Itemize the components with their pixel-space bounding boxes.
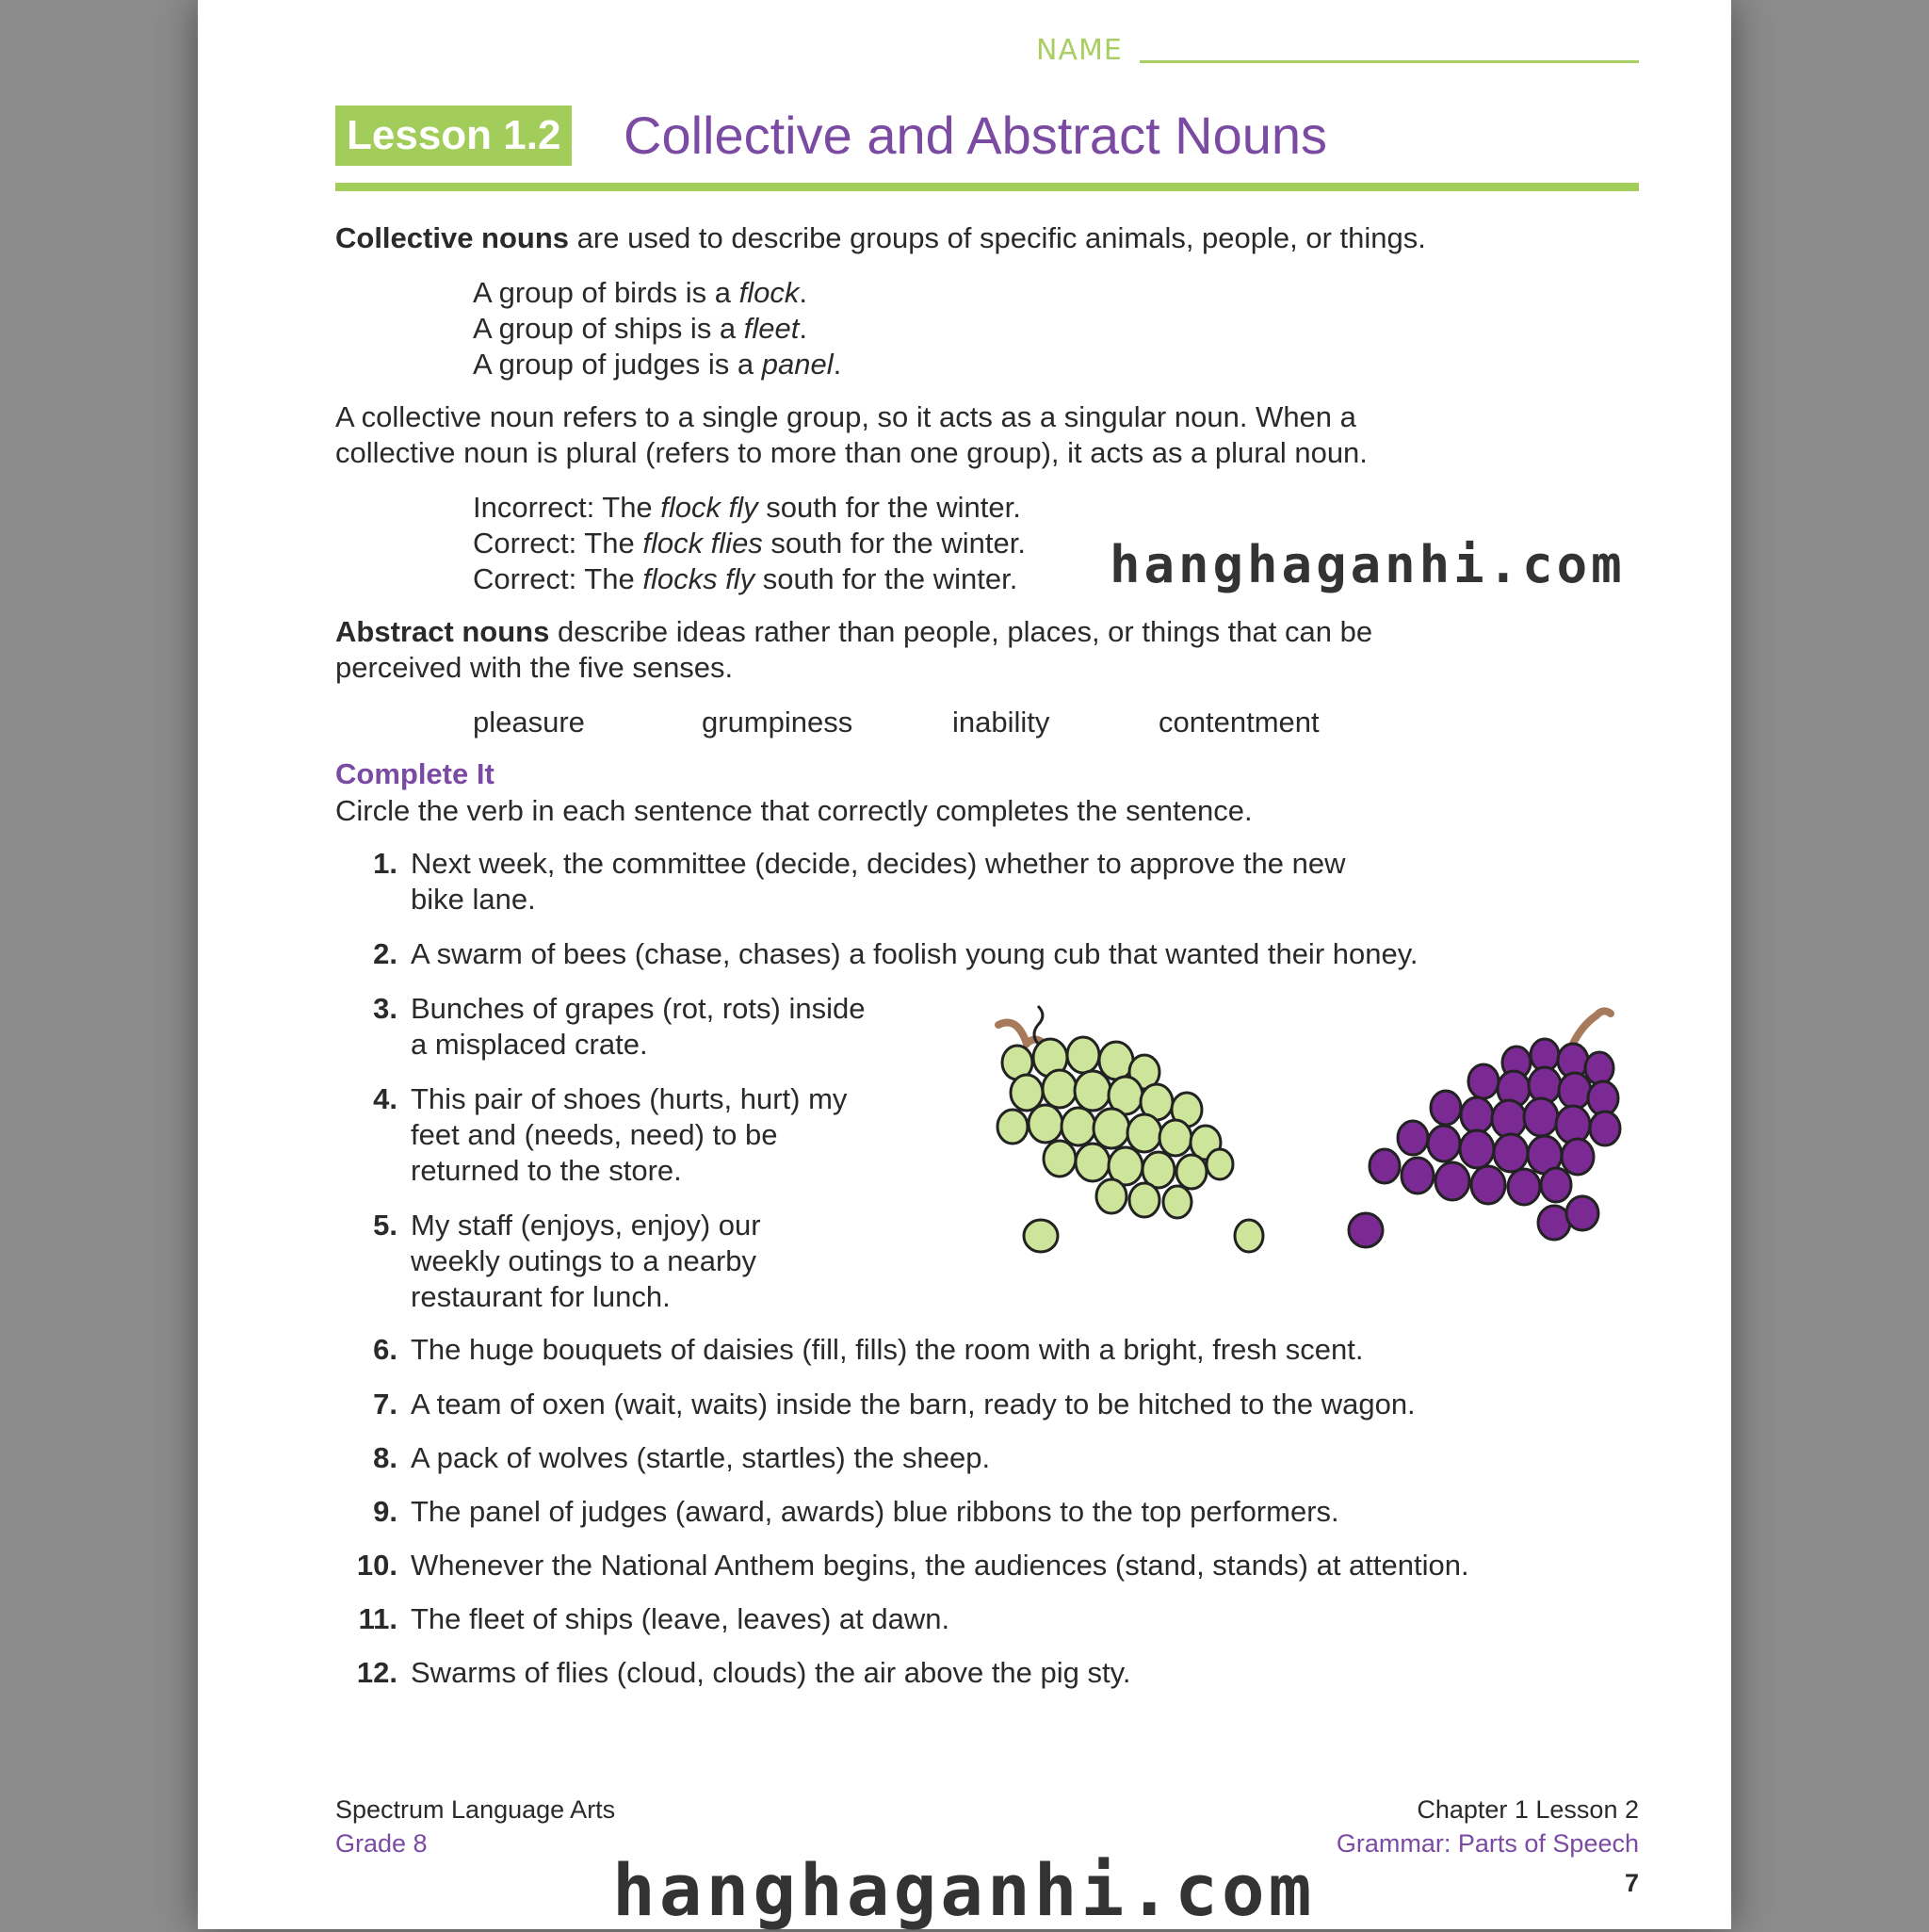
- item-text: A swarm of bees (chase, chases) a foolish young cub that wanted their honey.: [411, 937, 1418, 970]
- abstract-example: grumpiness: [702, 706, 853, 739]
- lesson-badge: Lesson 1.2: [335, 106, 572, 166]
- example-punct: .: [799, 276, 807, 309]
- usage-italic: flock flies: [642, 527, 763, 560]
- item-text: Next week, the committee (decide, decides) whether to approve the new: [411, 847, 1346, 880]
- exercise-item[interactable]: [373, 1208, 938, 1315]
- item-number: 6.: [373, 1333, 397, 1366]
- item-number: 11.: [358, 1602, 397, 1635]
- usage-rest: south for the winter.: [754, 562, 1018, 595]
- example-line: [473, 347, 841, 382]
- usage-label: Correct: The: [473, 562, 643, 595]
- example-punct: .: [833, 348, 842, 381]
- exercise-item[interactable]: [373, 846, 1635, 917]
- example-text: A group of judges is a: [473, 348, 762, 381]
- example-word: flock: [738, 276, 800, 309]
- item-text: weekly outings to a nearby: [411, 1244, 757, 1277]
- exercise-item[interactable]: [373, 1081, 938, 1189]
- example-word: fleet: [743, 312, 800, 345]
- item-number: 5.: [373, 1209, 397, 1242]
- abstract-example: inability: [952, 706, 1050, 739]
- usage-italic: flocks fly: [642, 562, 755, 595]
- item-text: a misplaced crate.: [411, 1028, 648, 1061]
- item-text: restaurant for lunch.: [411, 1280, 671, 1313]
- usage-line: [473, 526, 1026, 561]
- item-text: A team of oxen (wait, waits) inside the barn, ready to be hitched to the wagon.: [411, 1388, 1416, 1421]
- item-number: 9.: [373, 1495, 397, 1528]
- item-text: My staff (enjoys, enjoy) our: [411, 1209, 761, 1242]
- item-text: The fleet of ships (leave, leaves) at dawn.: [411, 1602, 950, 1635]
- example-line: [473, 311, 807, 347]
- example-word: panel: [761, 348, 834, 381]
- item-number: 1.: [373, 847, 397, 880]
- item-number: 2.: [373, 937, 397, 970]
- usage-label: Correct: The: [473, 527, 643, 560]
- usage-rest: south for the winter.: [762, 527, 1026, 560]
- usage-label: Incorrect: The: [473, 491, 661, 524]
- item-number: 12.: [356, 1656, 397, 1689]
- collective-term: Collective nouns: [335, 221, 570, 254]
- worksheet-page: [198, 0, 1731, 1932]
- item-number: 7.: [373, 1388, 397, 1421]
- exercise-item[interactable]: [373, 1440, 1635, 1476]
- exercise-item[interactable]: [373, 1494, 1635, 1530]
- item-text: A pack of wolves (startle, startles) the sheep.: [411, 1441, 991, 1474]
- exercise-item[interactable]: [373, 991, 938, 1063]
- lesson-title: Collective and Abstract Nouns: [624, 106, 1328, 165]
- abstract-definition-line-2: perceived with the five senses.: [335, 651, 734, 684]
- green-grapes-icon: [997, 1006, 1263, 1252]
- item-text: Whenever the National Anthem begins, the audiences (stand, stands) at attention.: [411, 1549, 1469, 1582]
- collective-definition: [335, 220, 1426, 256]
- item-number: 8.: [373, 1441, 397, 1474]
- watermark-bottom: hanghaganhi.com: [612, 1848, 1316, 1932]
- item-text: This pair of shoes (hurts, hurt) my: [411, 1082, 848, 1115]
- watermark-top: hanghaganhi.com: [1110, 535, 1626, 594]
- exercise-item[interactable]: [373, 1332, 1635, 1368]
- example-line: [473, 275, 807, 311]
- usage-italic: flock fly: [660, 491, 758, 524]
- complete-it-heading: Complete It: [335, 757, 494, 790]
- item-text: Swarms of flies (cloud, clouds) the air above the pig sty.: [411, 1656, 1131, 1689]
- item-number: 10.: [356, 1549, 397, 1582]
- abstract-example: pleasure: [473, 706, 585, 739]
- name-write-line: [1140, 60, 1639, 63]
- item-text: Bunches of grapes (rot, rots) inside: [411, 992, 866, 1025]
- item-number: 4.: [373, 1082, 397, 1115]
- exercise-instruction: Circle the verb in each sentence that correctly completes the sentence.: [335, 794, 1253, 827]
- exercise-item[interactable]: [373, 936, 1635, 972]
- footer-chapter: Chapter 1 Lesson 2: [1417, 1795, 1639, 1824]
- item-text: The huge bouquets of daisies (fill, fills) the room with a bright, fresh scent.: [411, 1333, 1364, 1366]
- item-text: The panel of judges (award, awards) blue ribbons to the top performers.: [411, 1495, 1339, 1528]
- example-punct: .: [799, 312, 808, 345]
- title-rule: [335, 183, 1639, 191]
- purple-grapes-icon: [1349, 1011, 1620, 1247]
- rule-line-1: A collective noun refers to a single group, so it acts as a singular noun. When a: [335, 400, 1356, 433]
- name-label: NAME: [1036, 34, 1123, 67]
- footer-grade: Grade 8: [335, 1829, 428, 1858]
- collective-def-text: are used to describe groups of specific animals, people, or things.: [569, 221, 1426, 254]
- item-text: bike lane.: [411, 883, 536, 916]
- exercise-item[interactable]: [356, 1548, 1635, 1583]
- abstract-def-text: describe ideas rather than people, places, or things that can be: [549, 615, 1373, 648]
- name-row: [198, 34, 1731, 72]
- example-text: A group of ships is a: [473, 312, 744, 345]
- page-number: 7: [1624, 1869, 1639, 1897]
- usage-rest: south for the winter.: [757, 491, 1021, 524]
- abstract-example: contentment: [1159, 706, 1320, 739]
- item-text: feet and (needs, need) to be: [411, 1118, 778, 1151]
- rule-line-2: collective noun is plural (refers to more than one group), it acts as a plural noun.: [335, 436, 1368, 469]
- exercise-item[interactable]: [356, 1655, 1635, 1691]
- item-text: returned to the store.: [411, 1154, 682, 1187]
- abstract-term: Abstract nouns: [335, 615, 550, 648]
- usage-line: [473, 490, 1021, 526]
- footer-book-title: Spectrum Language Arts: [335, 1795, 616, 1824]
- footer-topic: Grammar: Parts of Speech: [1336, 1829, 1639, 1858]
- usage-line: [473, 561, 1017, 597]
- abstract-definition: [335, 614, 1372, 650]
- example-text: A group of birds is a: [473, 276, 739, 309]
- grapes-illustration: [970, 987, 1846, 1270]
- exercise-item[interactable]: [358, 1601, 1635, 1637]
- exercise-item[interactable]: [373, 1387, 1635, 1422]
- item-number: 3.: [373, 992, 397, 1025]
